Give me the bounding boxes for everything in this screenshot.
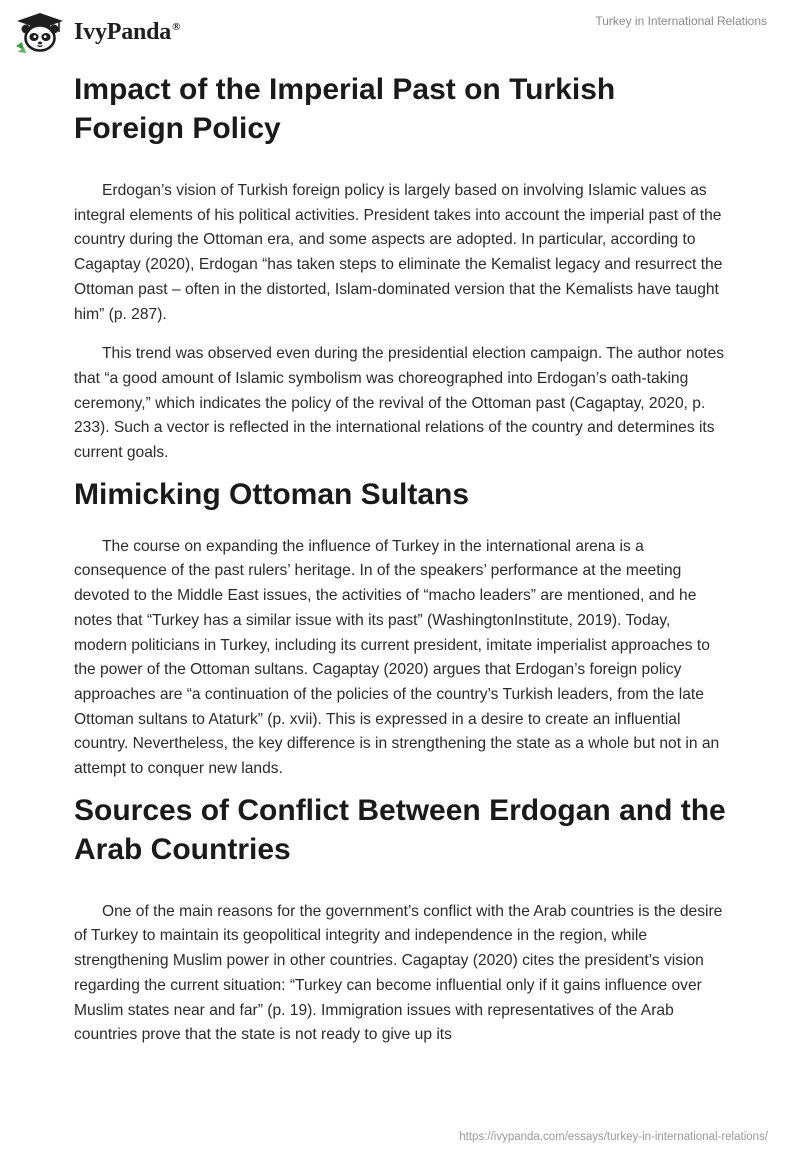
section-heading-ottoman-sultans: Mimicking Ottoman Sultans xyxy=(74,477,470,511)
running-title: Turkey in International Relations xyxy=(595,14,767,28)
paragraph: One of the main reasons for the government’s conflict with the Arab countries is the desire of Turkey to maintain its geopolitical integrity and independence in the region, while strengthening Muslim power in other countries. Cagaptay (2020) cites the president’s vision regarding the current situation: “Turkey can become influential only if it gains influence over Muslim states near and far” (p. 19). Immigration issues with representatives of the Arab countries prove that the state is not ready to give up its xyxy=(74,902,723,1044)
registered-mark: ® xyxy=(172,20,181,33)
paragraph: The course on expanding the influence of Turkey in the international arena is a consequence of the past rulers’ heritage. In of the speakers’ performance at the meeting devoted to the Middle East issues, the activities of “macho leaders” are mentioned, and he notes that “Turkey has a similar issue with its past” (WashingtonInstitute, 2019). Today, modern politicians in Turkey, including its current president, imitate imperialist approaches to the power of the Ottoman sultans. Cagaptay (2020) argues that Erdogan’s foreign policy approaches are “a continuation of the policies of the country’s Turkish leaders, from the late Ottoman sultans to Ataturk” (p. xvii). This is expressed in a desire to create an influential country. Nevertheless, the key difference is in strengthening the state as a whole but not in an attempt to conquer new lands. xyxy=(74,537,720,778)
brand-name: IvyPanda® xyxy=(74,18,181,45)
section-heading-imperial-past: Impact of the Imperial Past on Turkish Foreign Policy xyxy=(74,73,616,145)
section-heading-conflict-sources: Sources of Conflict Between Erdogan and the Arab Countries xyxy=(74,793,726,866)
essay-content xyxy=(74,70,726,1048)
source-url-link[interactable]: https://ivypanda.com/essays/turkey-in-international-relations/ xyxy=(459,1131,768,1143)
paragraph: This trend was observed even during the presidential election campaign. The author notes that “a good amount of Islamic symbolism was choreographed into Erdogan’s oath-taking ceremony,” which indicates the policy of the revival of the Ottoman past (Cagaptay, 2020, p. 233). Such a vector is reflected in the international relations of the country and determines its current goals. xyxy=(74,345,725,462)
panda-graduate-icon xyxy=(14,10,66,54)
paragraph: Erdogan’s vision of Turkish foreign policy is largely based on involving Islamic values as integral elements of his political activities. President takes into account the imperial past of the country during the Ottoman era, and some aspects are adopted. In particular, according to Cagaptay (2020), Erdogan “has taken steps to eliminate the Kemalist legacy and resurrect the Ottoman past – often in the distorted, Islam-dominated version that the Kemalists have taught him” (p. 287). xyxy=(74,182,723,323)
brand-logo[interactable] xyxy=(14,8,180,56)
